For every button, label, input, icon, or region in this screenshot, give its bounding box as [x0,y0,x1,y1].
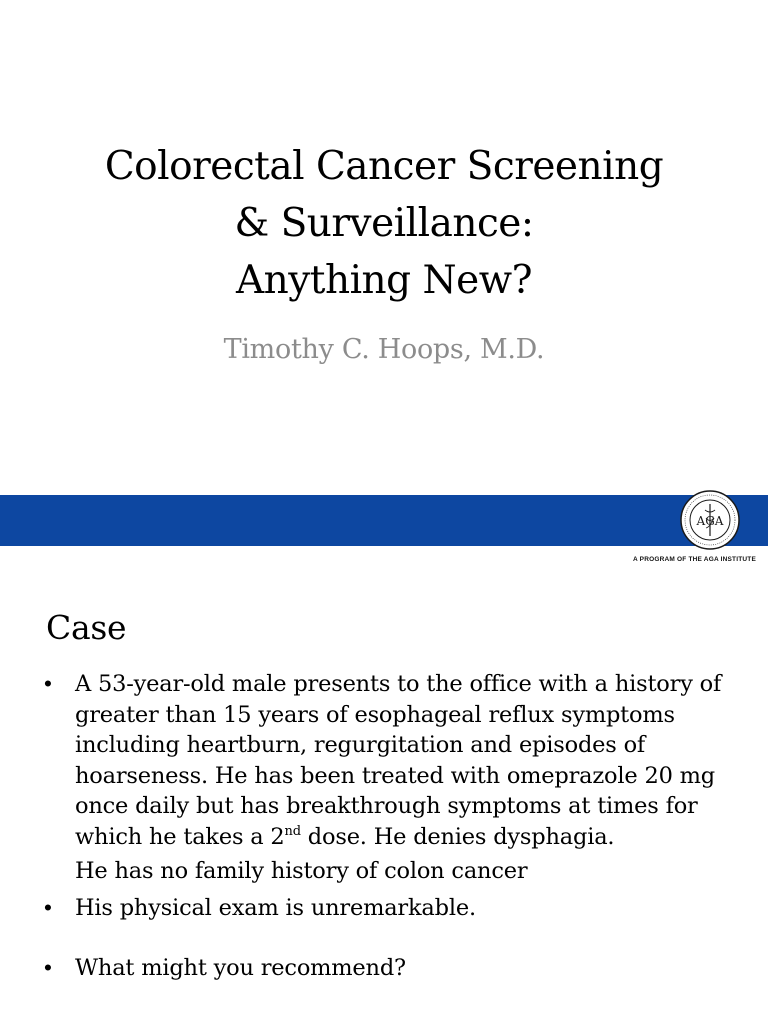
case-line [75,822,744,853]
case-text: dose. He denies dysphagia. [300,823,615,850]
family-history-line: He has no family history of colon cancer [75,858,528,884]
aga-seal-logo [680,490,740,550]
case-line: once daily but has breakthrough symptoms at times for [75,793,698,819]
bullet-icon: • [44,894,52,920]
case-line: hoarseness. He has been treated with omeprazole 20 mg [75,762,715,789]
blue-band [0,495,768,546]
program-label: A PROGRAM OF THE AGA INSTITUTE [633,556,756,563]
slide-title [0,138,768,309]
ordinal-superscript: nd [284,823,301,839]
case-line: including heartburn, regurgitation and episodes of [75,732,646,758]
title-line: Colorectal Cancer Screening [104,144,664,189]
case-line: greater than 15 years of esophageal reflux symptoms [75,701,675,728]
question-line: What might you recommend? [75,955,406,981]
case-slide [0,576,768,1024]
exam-line: His physical exam is unremarkable. [75,894,476,921]
case-text: which he takes a 2 [75,823,285,850]
list-item [44,953,744,984]
bullet-icon: • [44,671,52,696]
title-line: Anything New? [235,258,533,303]
title-line: & Surveillance: [234,201,534,246]
author-name: Timothy C. Hoops, M.D. [223,334,545,365]
bullet-icon: • [44,955,52,980]
bullet-list [44,669,744,984]
list-item [44,893,744,924]
case-line: A 53-year-old male presents to the office with a history of [75,671,722,697]
slide-heading: Case [46,608,127,647]
list-item [44,669,744,887]
seal-letters: AGA [696,514,724,528]
